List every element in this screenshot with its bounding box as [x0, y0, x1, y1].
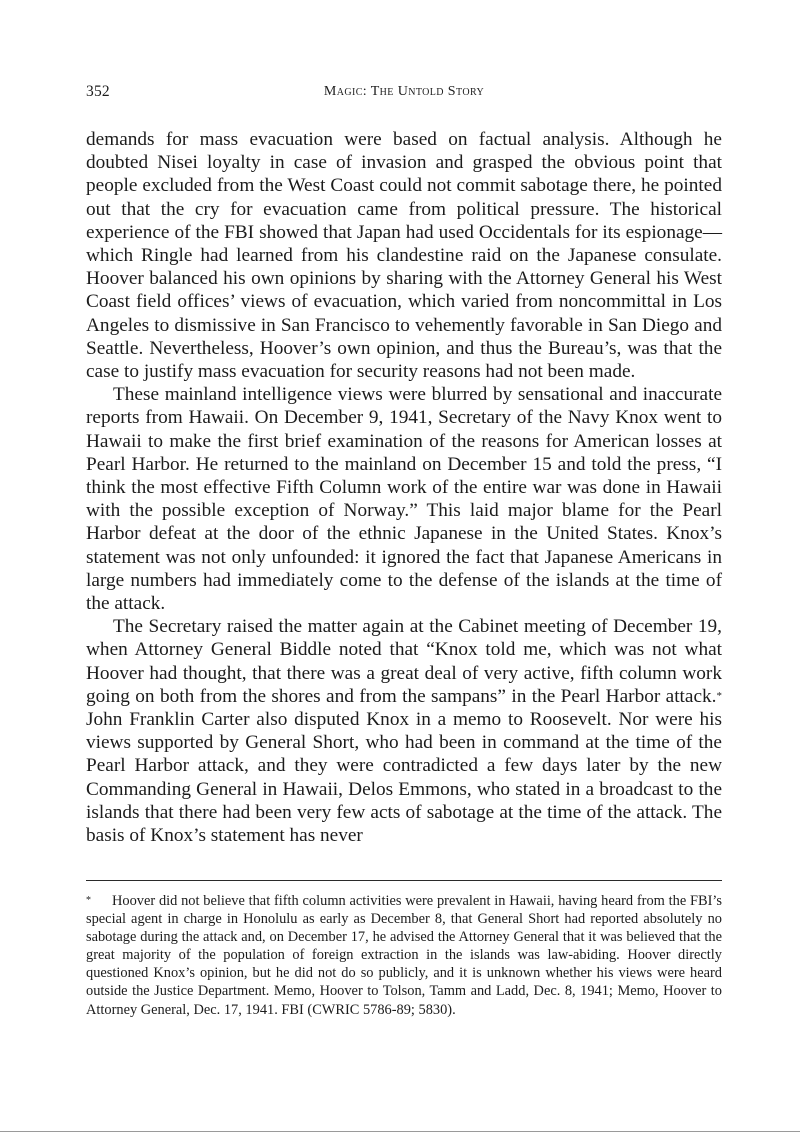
- running-head: Magic: The Untold Story: [323, 84, 485, 99]
- paragraph-text: John Franklin Carter also disputed Knox in a memo to Roosevelt. Nor were his views supported by General Short, who had been in command at the time of the Pearl Harbor attack, and they were contradicted a few days later by the new Commanding General in Hawaii, Delos Emmons, who stated in a broadcast to the islands that there had been very few acts of sabotage at the time of the attack. The basis of Knox’s statement has never: [86, 709, 722, 847]
- footnote-text: Hoover did not believe that fifth column activities were prevalent in Hawaii, having heard from the FBI’s special agent in charge in Honolulu as early as December 8, that General Short had reported absolutely no sabotage during the attack and, on December 17, he advised the Attorney General that it was believed that the great majority of the population of foreign extraction in the islands was law-abiding. Hoover directly questioned Knox’s opinion, but he did not do so publicly, and it is unknown whether his views were heard outside the Justice Department. Memo, Hoover to Tolson, Tamm and Ladd, Dec. 8, 1941; Memo, Hoover to Attorney General, Dec. 17, 1941. FBI (CWRIC 5786-89; 5830).: [86, 893, 722, 1018]
- footnote-reference-marker[interactable]: *: [716, 689, 722, 702]
- body-paragraph: [86, 615, 722, 847]
- footnote-marker: *: [86, 895, 91, 906]
- page-header: [86, 83, 722, 107]
- page-number: 352: [86, 83, 110, 100]
- footnote: [86, 892, 722, 1019]
- body-paragraph: These mainland intelligence views were blurred by sensational and inaccurate reports from Hawaii. On December 9, 1941, Secretary of the Navy Knox went to Hawaii to make the first brief examination of the reasons for American losses at Pearl Harbor. He returned to the mainland on December 15 and told the press, “I think the most effective Fifth Column work of the entire war was done in Hawaii with the possible exception of Norway.” This laid major blame for the Pearl Harbor defeat at the door of the ethnic Japanese in the United States. Knox’s statement was not only unfounded: it ignored the fact that Japanese Americans in large numbers had immediately come to the defense of the islands at the time of the attack.: [86, 384, 722, 615]
- paragraph-text: The Secretary raised the matter again at the Cabinet meeting of December 19, when Attorney General Biddle noted that “Knox told me, which was not what Hoover had thought, that there was a great deal of very active, fifth column work going on both from the shores and from the sampans” in the Pearl Harbor attack.: [86, 616, 722, 707]
- body-text: [86, 128, 722, 847]
- footnote-divider: [86, 880, 722, 881]
- page-edge-divider: [0, 1131, 800, 1132]
- body-paragraph: demands for mass evacuation were based on factual analysis. Although he doubted Nisei loyalty in case of invasion and grasped the obvious point that people excluded from the West Coast could not commit sabotage there, he pointed out that the cry for evacuation came from political pressure. The historical experience of the FBI showed that Japan had used Occidentals for its espionage—which Ringle had learned from his clandestine raid on the Japanese consulate. Hoover balanced his own opinions by sharing with the Attorney General his West Coast field offices’ views of evacuation, which varied from noncommittal in Los Angeles to dismissive in San Francisco to vehemently favorable in San Diego and Seattle. Nevertheless, Hoover’s own opinion, and thus the Bureau’s, was that the case to justify mass evacuation for security reasons had not been made.: [86, 129, 722, 383]
